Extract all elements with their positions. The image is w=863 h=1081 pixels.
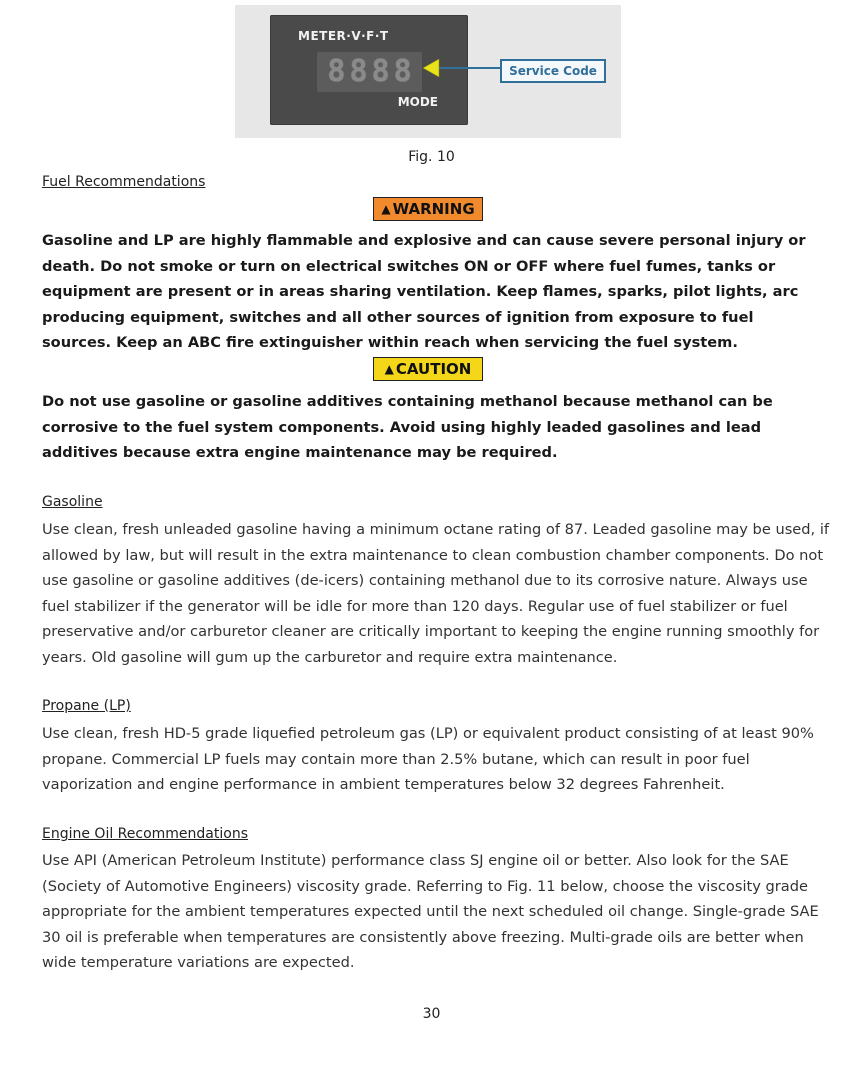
warning-text: Gasoline and LP are highly flammable and explosive and can cause severe personal injury or death. Do not smoke or turn on electrical switches ON or OFF where fuel fumes, tanks or equipment are present or in areas sharing ventilation. Keep flames, sparks, pilot lights, arc producing equipment, switches and all other sources of ignition from exposure to fuel sources. Keep an ABC fire extinguisher within reach when servicing the fuel system. [42, 232, 806, 351]
gasoline-heading: Gasoline [42, 494, 103, 510]
caution-text: Do not use gasoline or gasoline additives containing methanol because methanol can be corrosive to the fuel system components. Avoid using highly leaded gasolines and lead additives because extra engine maintenance may be required. [42, 393, 773, 461]
display-digit: 8 [371, 54, 390, 89]
engine-oil-heading: Engine Oil Recommendations [42, 826, 248, 842]
propane-text: Use clean, fresh HD-5 grade liquefied petroleum gas (LP) or equivalent product consisting of at least 90% propane. Commercial LP fuels may contain more than 2.5% butane, which can result in poor fuel vaporization and engine performance in ambient temperatures below 32 degrees Fahrenheit. [42, 725, 814, 793]
engine-oil-text: Use API (American Petroleum Institute) performance class SJ engine oil or better. Also look for the SAE (Society of Automotive Engineers) viscosity grade. Referring to Fig. 11 below, choose the viscosity grade appropriate for the ambient temperatures expected until the next scheduled oil change. Single-grade SAE 30 oil is preferable when temperatures are consistently above freezing. Multi-grade oils are better when wide temperature variations are expected. [42, 852, 819, 971]
warning-label: WARNING [392, 200, 475, 218]
caution-badge [373, 357, 483, 381]
display-digit: 8 [349, 54, 368, 89]
caution-label: CAUTION [395, 360, 472, 378]
warning-badge [373, 197, 483, 221]
gasoline-text: Use clean, fresh unleaded gasoline having a minimum octane rating of 87. Leaded gasoline may be used, if allowed by law, but will result in the extra maintenance to clean combustion chamber components. Do not use gasoline or gasoline additives (de-icers) containing methanol due to its corrosive nature. Always use fuel stabilizer if the generator will be idle for more than 120 days. Regular use of fuel stabilizer or fuel preservative and/or carburetor cleaner are critically important to keeping the engine running smoothly for years. Old gasoline will gum up the carburetor and require extra maintenance. [42, 521, 830, 666]
service-code-callout: Service Code [500, 59, 606, 83]
meter-mode-label: MODE [397, 95, 438, 109]
warning-triangle-icon: ▲ [381, 202, 391, 216]
fuel-recommendations-heading: Fuel Recommendations [42, 174, 206, 190]
figure-caption: Fig. 10 [408, 149, 455, 165]
meter-title: METER·V·F·T [298, 29, 389, 43]
display-digit: 8 [327, 54, 346, 89]
meter-display [317, 52, 422, 92]
meter-figure [235, 5, 621, 138]
caution-triangle-icon: ▲ [384, 362, 394, 376]
display-digit: 8 [393, 54, 412, 89]
page-number: 30 [422, 1006, 441, 1022]
propane-heading: Propane (LP) [42, 698, 131, 714]
callout-arrow-icon [421, 55, 503, 81]
